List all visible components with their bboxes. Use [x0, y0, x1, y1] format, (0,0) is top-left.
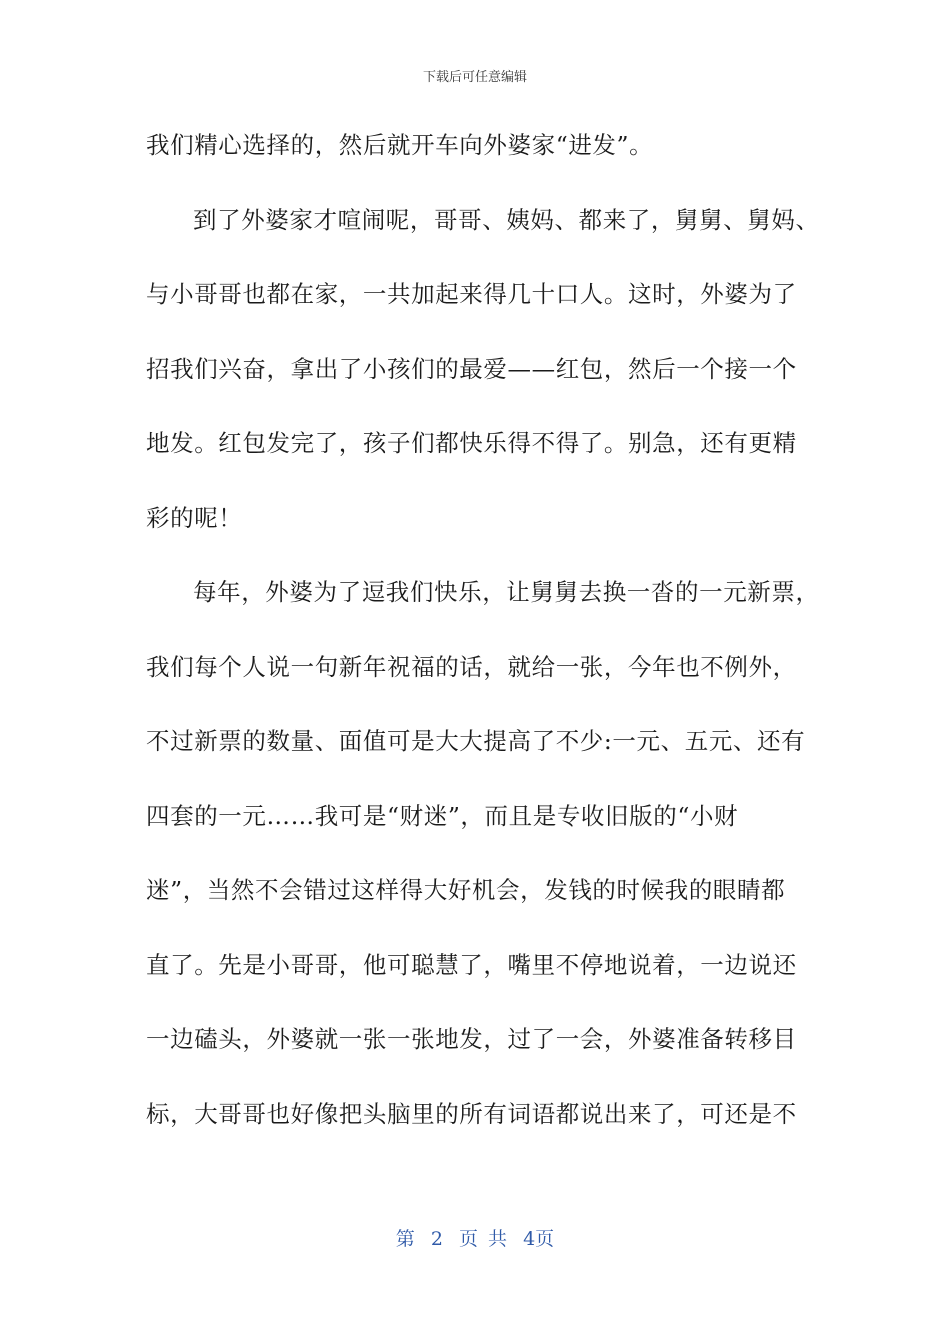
text-line: 招我们兴奋，拿出了小孩们的最爱——红包，然后一个接一个: [146, 354, 797, 383]
text-line: 标，大哥哥也好像把头脑里的所有词语都说出来了，可还是不: [146, 1099, 797, 1128]
text-line: 迷”，当然不会错过这样得大好机会，发钱的时候我的眼睛都: [146, 876, 786, 904]
text-line: 我们精心选择的，然后就开车向外婆家“进发”。: [146, 131, 654, 159]
text-line: 不过新票的数量、面值可是大大提高了不少:一元、五元、还有: [146, 727, 806, 755]
footer-total-pages: 4页: [523, 1228, 555, 1250]
text-line: 直了。先是小哥哥，他可聪慧了，嘴里不停地说着，一边说还: [146, 950, 797, 979]
document-body: [146, 120, 826, 1163]
footer-middle: 页 共: [459, 1228, 508, 1250]
page-footer: [0, 1224, 950, 1251]
text-line: 一边磕头，外婆就一张一张地发，过了一会，外婆准备转移目: [146, 1025, 797, 1053]
text-line: 彩的呢！: [146, 503, 243, 532]
footer-prefix: 第: [395, 1228, 415, 1250]
page-header: 下载后可任意编辑: [422, 70, 527, 85]
text-line: 我们每个人说一句新年祝福的话，就给一张，今年也不例外，: [146, 652, 797, 681]
text-line: 与小哥哥也都在家，一共加起来得几十口人。这时，外婆为了: [146, 280, 797, 308]
text-line: 地发。红包发完了，孩子们都快乐得不得了。别急，还有更精: [146, 429, 797, 457]
text-line: 四套的一元……我可是“财迷”，而且是专收旧版的“小财: [146, 801, 739, 830]
text-line: 到了外婆家才喧闹呢，哥哥、姨妈、都来了，舅舅、舅妈、: [193, 205, 820, 234]
footer-page-number: 2: [430, 1228, 443, 1250]
text-line: 每年，外婆为了逗我们快乐，让舅舅去换一沓的一元新票，: [193, 578, 820, 606]
